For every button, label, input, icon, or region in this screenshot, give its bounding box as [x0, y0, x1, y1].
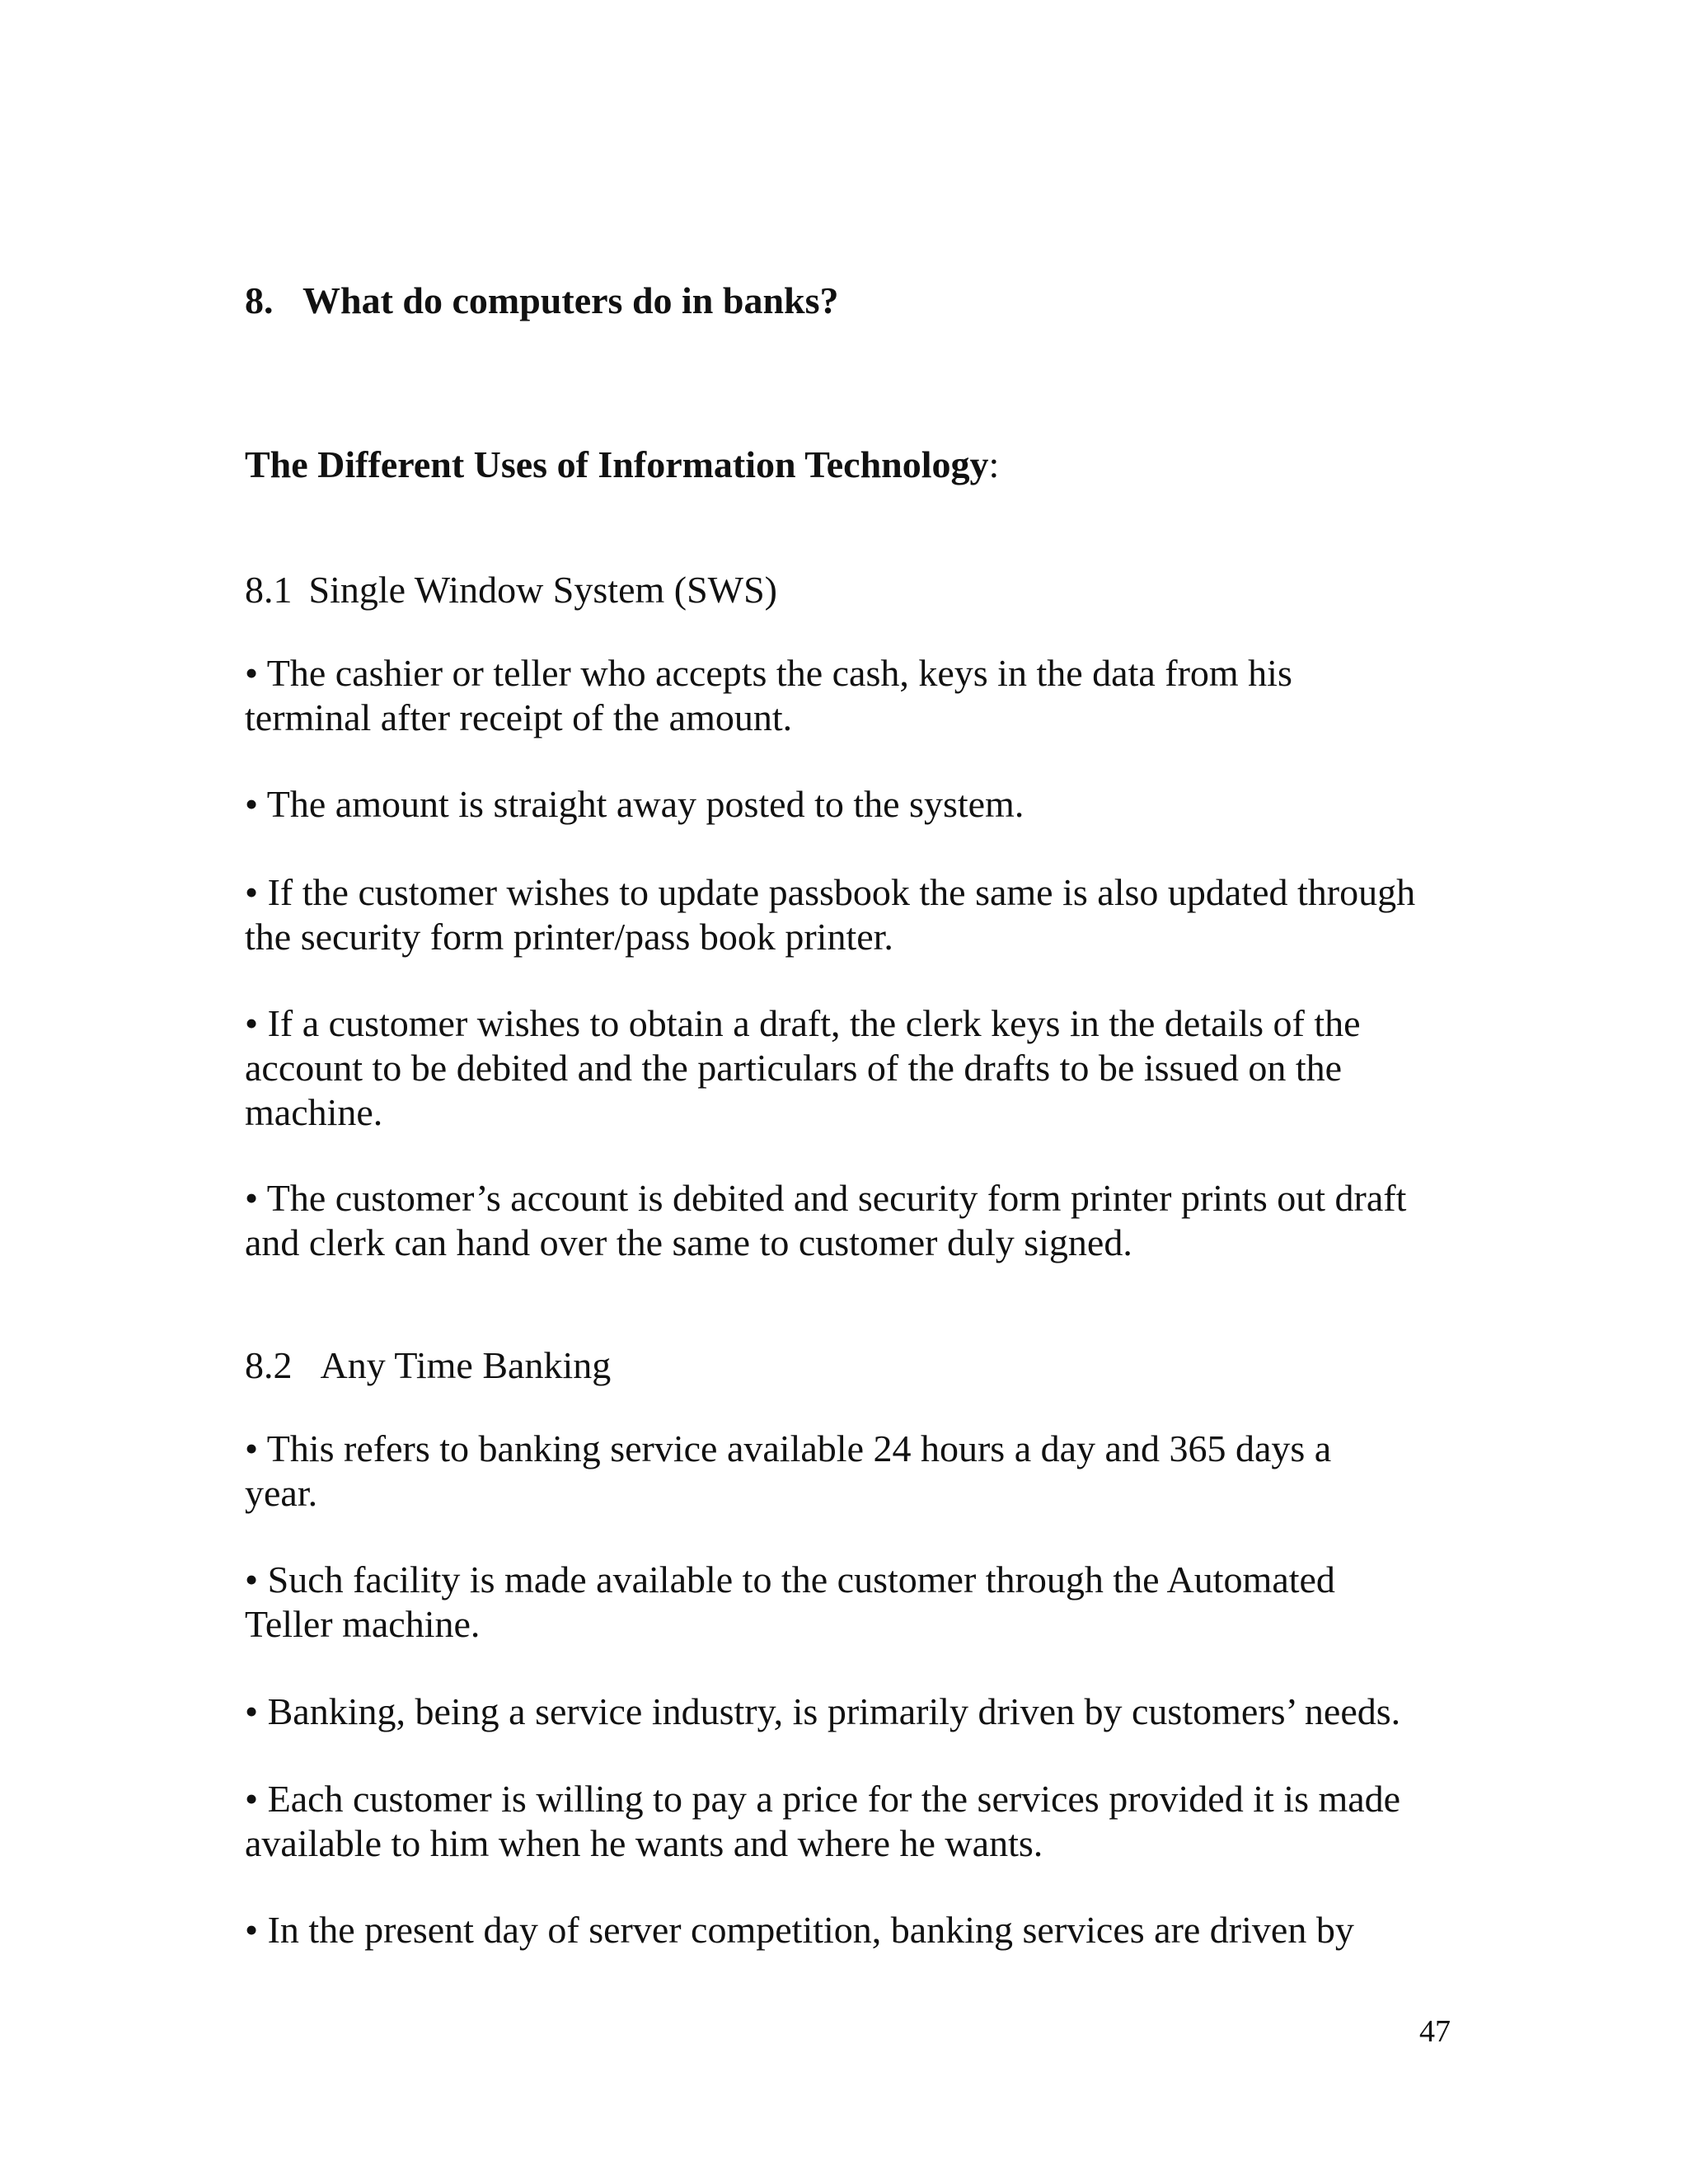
subsection-heading-8-1	[245, 568, 1448, 612]
section-heading-suffix: :	[988, 443, 1000, 485]
bullet-line: • In the present day of server competition, banking services are driven by	[245, 1909, 1354, 1951]
bullet-item	[245, 870, 1448, 959]
bullet-line: • Banking, being a service industry, is primarily driven by customers’ needs.	[245, 1690, 1401, 1732]
bullet-line: • The customer’s account is debited and security form printer prints out draft	[245, 1177, 1407, 1219]
bullet-line: • Each customer is willing to pay a price for the services provided it is made	[245, 1778, 1401, 1820]
bullet-line: • The amount is straight away posted to the system.	[245, 783, 1025, 825]
bullet-line: • The cashier or teller who accepts the cash, keys in the data from his	[245, 652, 1292, 694]
page-number: 47	[1419, 2014, 1451, 2049]
bullet-line: account to be debited and the particulars of the drafts to be issued on the	[245, 1047, 1343, 1089]
bullet-line: • Such facility is made available to the customer through the Automated	[245, 1558, 1335, 1601]
bullet-line: the security form printer/pass book printer.	[245, 916, 893, 958]
bullet-item	[245, 1176, 1448, 1265]
chapter-title: What do computers do in banks?	[302, 279, 839, 321]
subsection-number: 8.2	[245, 1344, 293, 1386]
bullet-line: year.	[245, 1472, 318, 1514]
chapter-number: 8.	[245, 279, 274, 321]
bullet-item	[245, 1427, 1448, 1516]
bullet-item	[245, 1777, 1448, 1866]
bullet-item	[245, 782, 1448, 827]
bullet-line: and clerk can hand over the same to customer duly signed.	[245, 1221, 1132, 1263]
subsection-heading-8-2	[245, 1343, 1448, 1388]
bullet-item	[245, 651, 1448, 740]
bullet-item	[245, 1690, 1448, 1734]
bullet-line: • If a customer wishes to obtain a draft, the clerk keys in the details of the	[245, 1002, 1361, 1044]
bullet-item	[245, 1558, 1448, 1647]
chapter-heading	[245, 279, 1448, 323]
subsection-number: 8.1	[245, 569, 293, 611]
subsection-title: Single Window System (SWS)	[308, 569, 777, 611]
bullet-item	[245, 1908, 1448, 1952]
bullet-line: Teller machine.	[245, 1603, 481, 1645]
section-heading-text: The Different Uses of Information Technology	[245, 443, 989, 485]
bullet-line: machine.	[245, 1091, 383, 1133]
bullet-line: • This refers to banking service available 24 hours a day and 365 days a	[245, 1427, 1332, 1469]
bullet-line: • If the customer wishes to update passbook the same is also updated through	[245, 871, 1416, 913]
section-heading	[245, 443, 1448, 487]
bullet-line: available to him when he wants and where he wants.	[245, 1822, 1043, 1864]
bullet-line: terminal after receipt of the amount.	[245, 696, 793, 738]
bullet-item	[245, 1001, 1448, 1135]
subsection-title: Any Time Banking	[320, 1344, 612, 1386]
